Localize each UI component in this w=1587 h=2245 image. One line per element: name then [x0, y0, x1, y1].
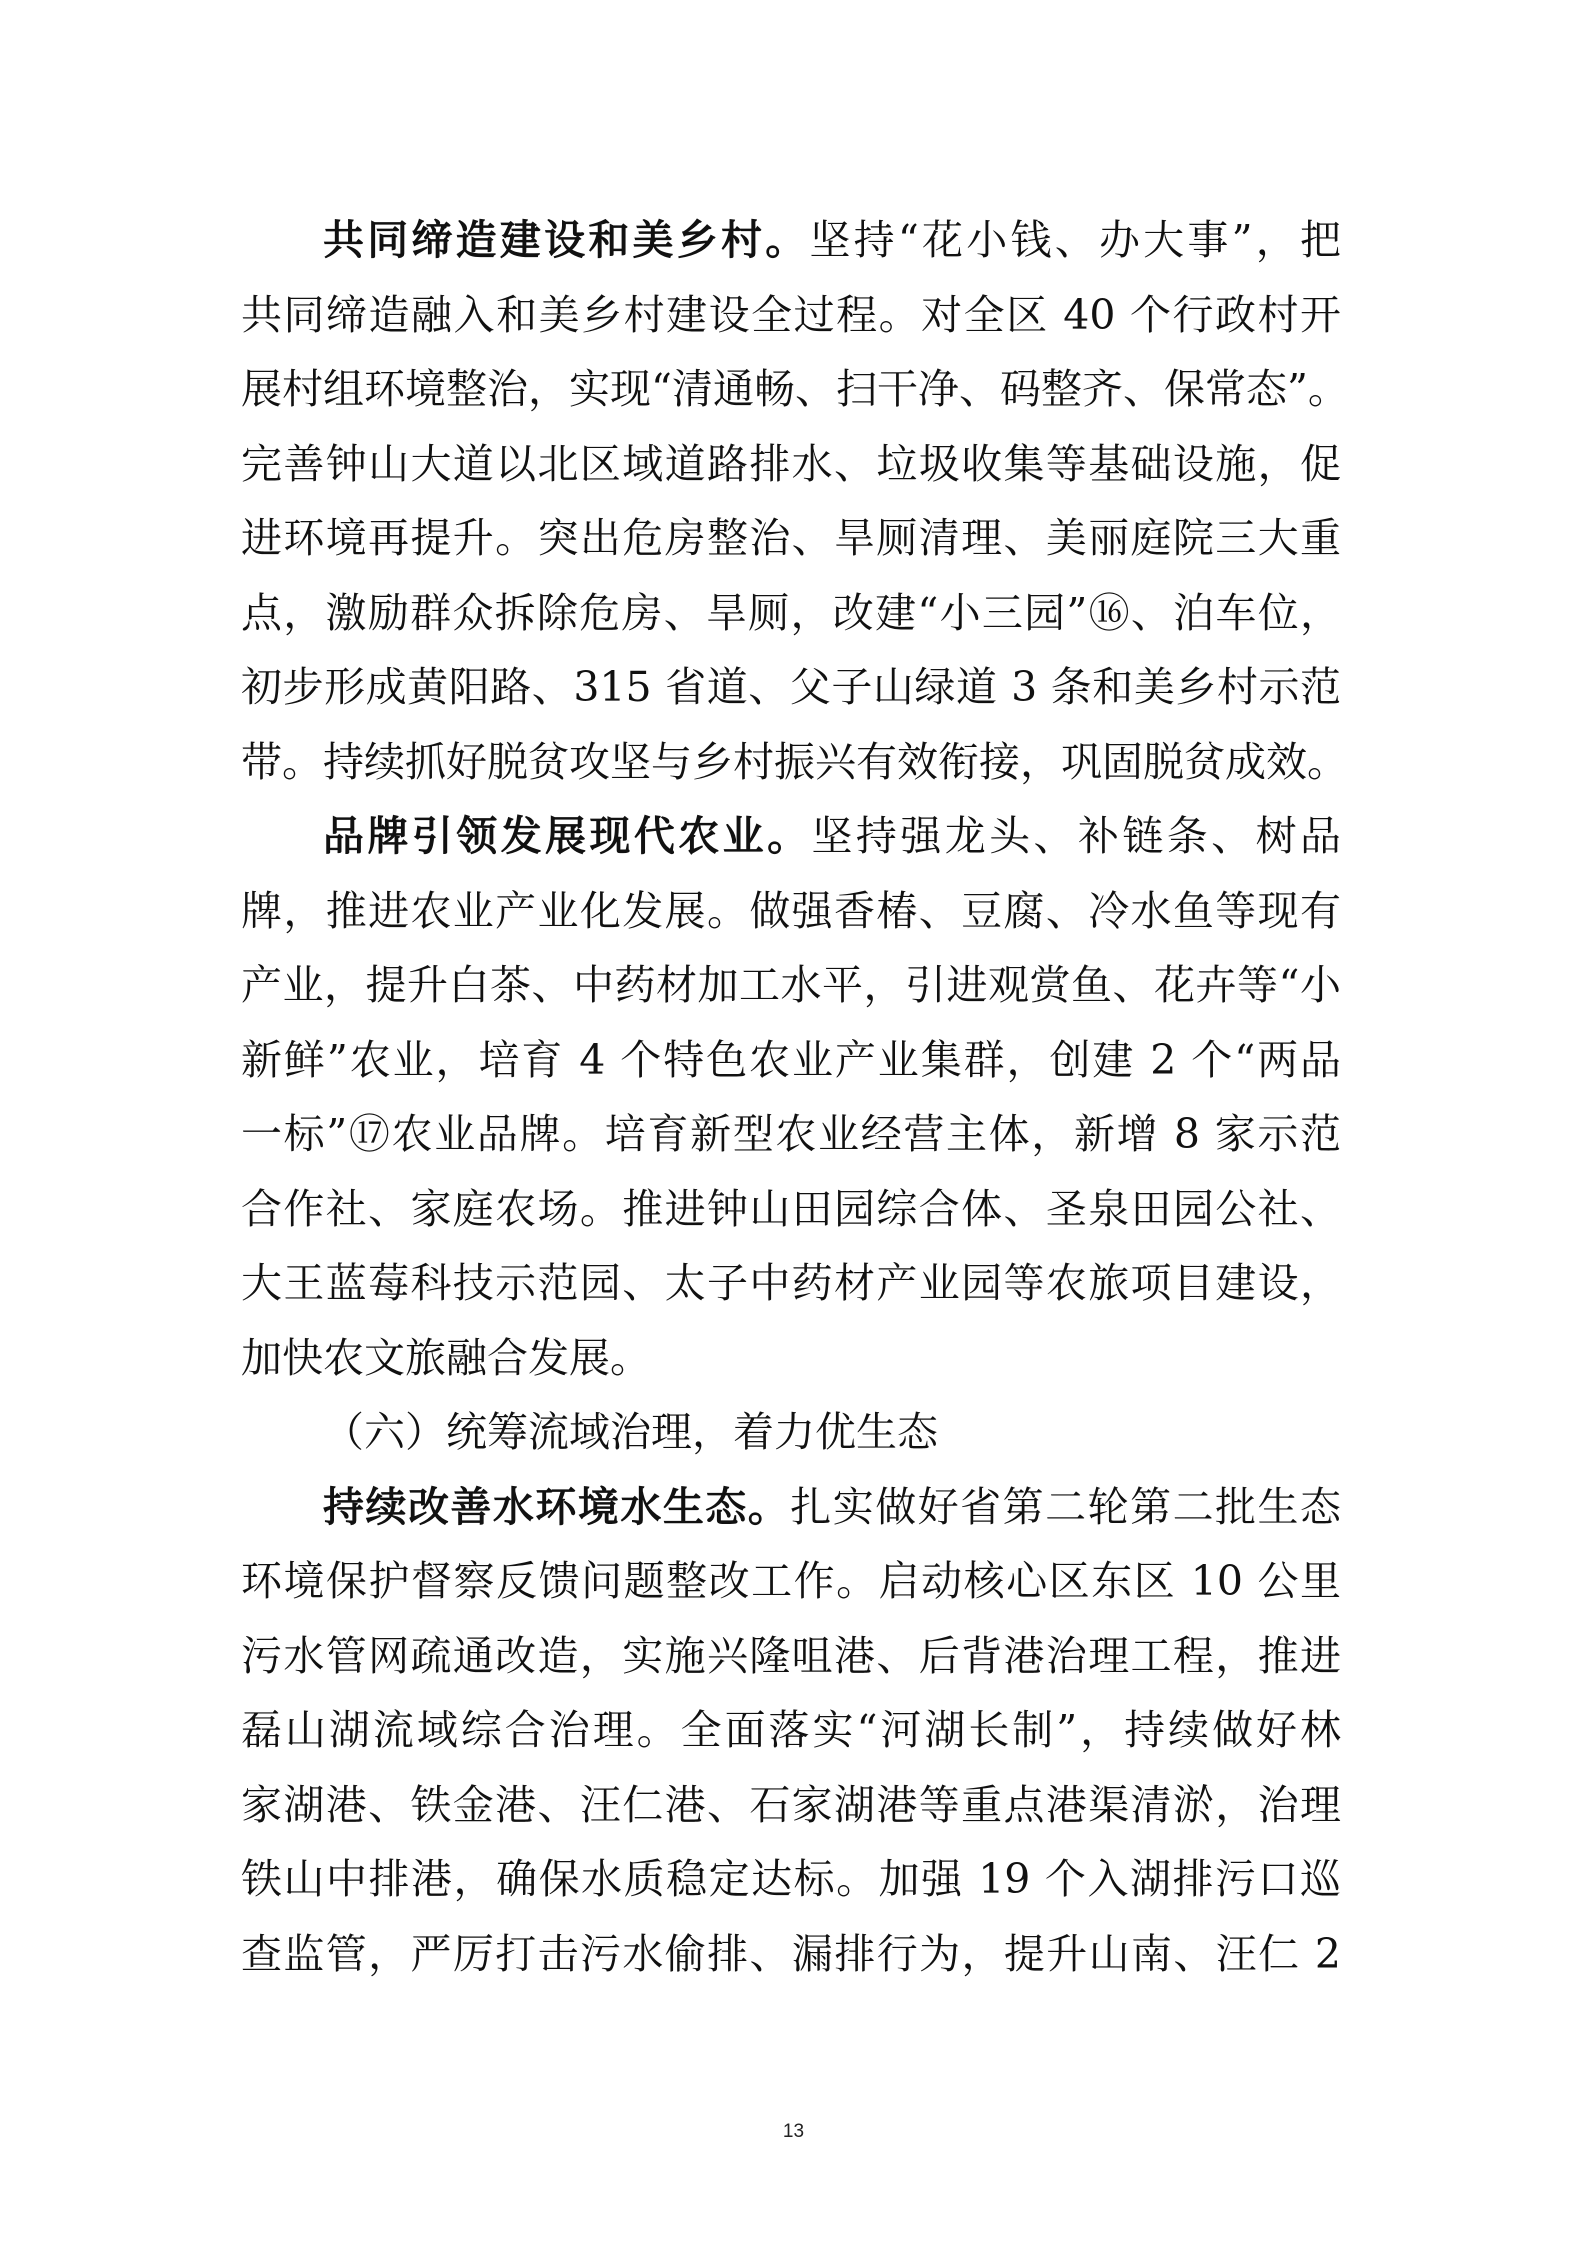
- page-number: 13: [782, 2121, 805, 2142]
- paragraph-2-line-8: 加快农文旅融合发展。: [241, 1333, 651, 1382]
- paragraph-1-line-4: 完善钟山大道以北区域道路排水、垃圾收集等基础设施，促: [241, 439, 1341, 488]
- paragraph-3-line-7: 查监管，严厉打击污水偷排、漏排行为，提升山南、汪仁 2: [241, 1929, 1341, 1978]
- paragraph-2-line-3: 产业，提升白茶、中药材加工水平，引进观赏鱼、花卉等“小: [241, 961, 1341, 1009]
- paragraph-1-lead: 共同缔造建设和美乡村。: [323, 216, 810, 264]
- paragraph-1-line-6: 点，激励群众拆除危房、旱厕，改建“小三园”⑯、泊车位，: [241, 588, 1341, 637]
- paragraph-1-line-7: 初步形成黄阳路、315 省道、父子山绿道 3 条和美乡村示范: [241, 663, 1341, 711]
- paragraph-2-line-7: 大王蓝莓科技示范园、太子中药材产业园等农旅项目建设，: [241, 1259, 1341, 1307]
- paragraph-2-line-1: 品牌引领发展现代农业。坚持强龙头、补链条、树品: [323, 812, 1341, 860]
- paragraph-3-line-5: 家湖港、铁金港、汪仁港、石家湖港等重点港渠清淤，治理: [241, 1780, 1341, 1829]
- paragraph-3-line-3: 污水管网疏通改造，实施兴隆咀港、后背港治理工程，推进: [241, 1631, 1341, 1680]
- paragraph-2-line-4: 新鲜”农业，培育 4 个特色农业产业集群，创建 2 个“两品: [241, 1035, 1341, 1084]
- paragraph-2-line-5: 一标”⑰农业品牌。培育新型农业经营主体，新增 8 家示范: [241, 1110, 1341, 1158]
- paragraph-1-line-8: 带。持续抓好脱贫攻坚与乡村振兴有效衔接，巩固脱贫成效。: [241, 737, 1348, 786]
- body-text: [241, 203, 1349, 1991]
- paragraph-3-line-2: 环境保护督察反馈问题整改工作。启动核心区东区 10 公里: [241, 1557, 1341, 1605]
- paragraph-1-line-5: 进环境再提升。突出危房整治、旱厕清理、美丽庭院三大重: [241, 514, 1341, 562]
- paragraph-2-lead: 品牌引领发展现代农业。: [323, 812, 812, 860]
- paragraph-3-line-4: 磊山湖流域综合治理。全面落实“河湖长制”，持续做好林: [241, 1706, 1341, 1754]
- paragraph-2-line-2: 牌，推进农业产业化发展。做强香椿、豆腐、冷水鱼等现有: [241, 886, 1341, 935]
- paragraph-2-line-6: 合作社、家庭农场。推进钟山田园综合体、圣泉田园公社、: [241, 1184, 1341, 1233]
- paragraph-3-line-6: 铁山中排港，确保水质稳定达标。加强 19 个入湖排污口巡: [241, 1855, 1341, 1903]
- paragraph-3-lead: 持续改善水环境水生态。: [323, 1482, 791, 1531]
- paragraph-1-line-2: 共同缔造融入和美乡村建设全过程。对全区 40 个行政村开: [241, 290, 1341, 339]
- section-heading: （六）统筹流域治理，着力优生态: [323, 1408, 938, 1456]
- paragraph-3-line-1: 持续改善水环境水生态。扎实做好省第二轮第二批生态: [323, 1482, 1342, 1531]
- paragraph-1-line-3: 展村组环境整治，实现“清通畅、扫干净、码整齐、保常态”。: [241, 365, 1349, 413]
- paragraph-1-line-1: 共同缔造建设和美乡村。坚持“花小钱、办大事”，把: [323, 216, 1342, 264]
